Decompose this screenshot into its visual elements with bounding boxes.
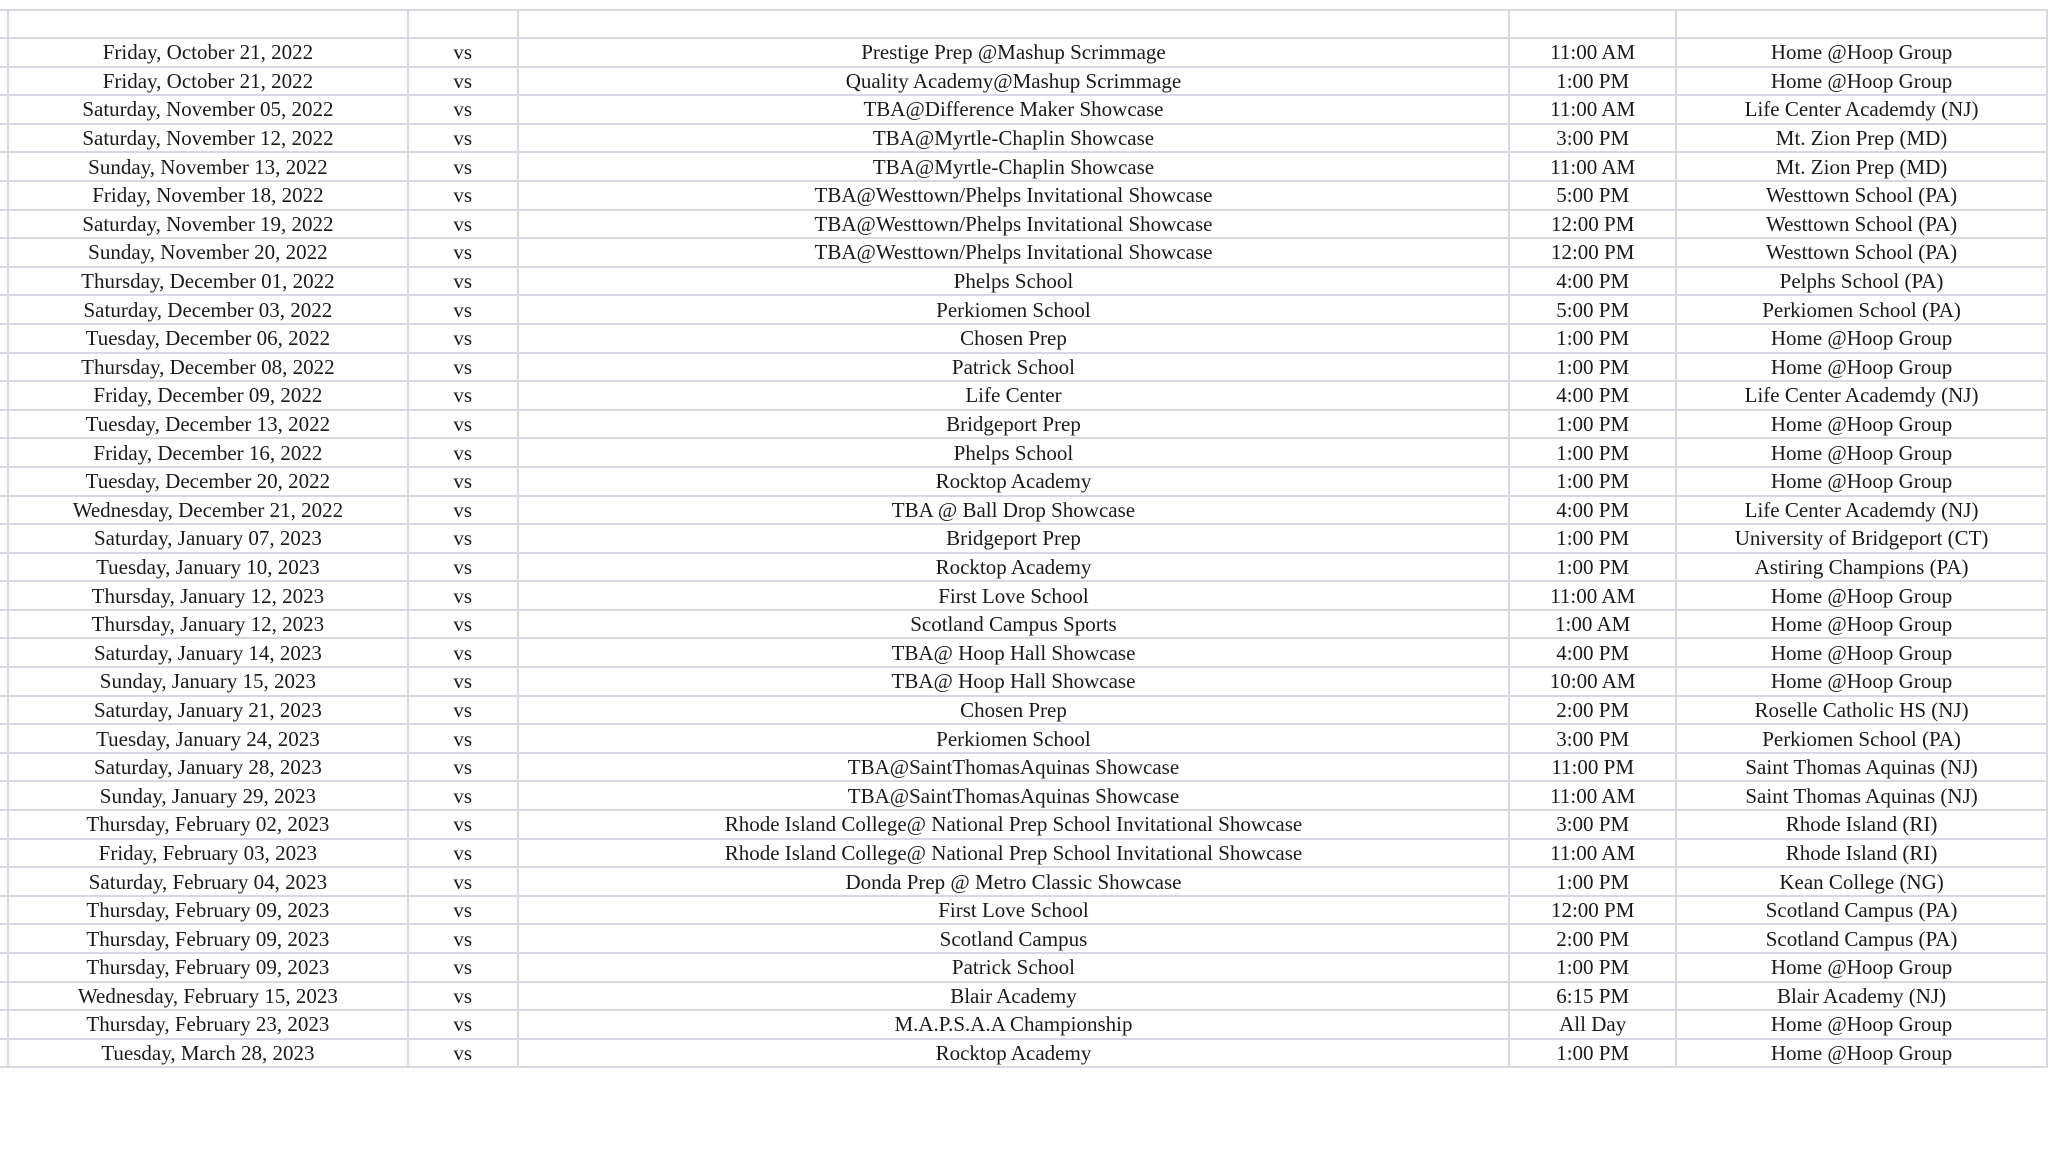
location-cell[interactable]: University of Bridgeport (CT) bbox=[1676, 524, 2047, 553]
time-cell[interactable]: 3:00 PM bbox=[1509, 810, 1676, 839]
location-cell[interactable]: Saint Thomas Aquinas (NJ) bbox=[1676, 753, 2047, 782]
date-cell[interactable]: Saturday, November 12, 2022 bbox=[8, 124, 408, 153]
location-cell[interactable]: Home @Hoop Group bbox=[1676, 1039, 2047, 1068]
table-row bbox=[0, 181, 2047, 210]
opponent-cell[interactable]: First Love School bbox=[518, 581, 1510, 610]
opponent-cell[interactable]: Donda Prep @ Metro Classic Showcase bbox=[518, 867, 1510, 896]
vs-cell[interactable]: vs bbox=[408, 667, 518, 696]
location-cell[interactable]: Rhode Island (RI) bbox=[1676, 810, 2047, 839]
location-cell[interactable]: Westtown School (PA) bbox=[1676, 238, 2047, 267]
time-cell[interactable]: 11:00 AM bbox=[1509, 38, 1676, 67]
table-row bbox=[0, 410, 2047, 439]
location-cell[interactable]: Home @Hoop Group bbox=[1676, 38, 2047, 67]
date-cell[interactable]: Sunday, January 29, 2023 bbox=[8, 781, 408, 810]
header-row bbox=[0, 10, 2047, 38]
opponent-cell[interactable]: Rocktop Academy bbox=[518, 467, 1510, 496]
time-cell[interactable]: 11:00 AM bbox=[1509, 95, 1676, 124]
time-cell[interactable]: 3:00 PM bbox=[1509, 724, 1676, 753]
table-row bbox=[0, 38, 2047, 67]
row-gutter-cell[interactable] bbox=[0, 181, 8, 210]
time-cell[interactable]: 5:00 PM bbox=[1509, 295, 1676, 324]
date-cell[interactable]: Saturday, January 14, 2023 bbox=[8, 638, 408, 667]
time-cell[interactable]: 11:00 AM bbox=[1509, 581, 1676, 610]
time-cell[interactable]: 1:00 PM bbox=[1509, 67, 1676, 96]
opponent-cell[interactable]: TBA@ Hoop Hall Showcase bbox=[518, 638, 1510, 667]
row-gutter-cell[interactable] bbox=[0, 67, 8, 96]
vs-cell[interactable]: vs bbox=[408, 210, 518, 239]
date-cell[interactable]: Saturday, November 19, 2022 bbox=[8, 210, 408, 239]
table-row bbox=[0, 867, 2047, 896]
time-cell[interactable]: 1:00 PM bbox=[1509, 353, 1676, 382]
time-cell[interactable]: 1:00 PM bbox=[1509, 867, 1676, 896]
location-cell[interactable]: Home @Hoop Group bbox=[1676, 667, 2047, 696]
table-row bbox=[0, 467, 2047, 496]
opponent-cell[interactable]: Rhode Island College@ National Prep School Invitational Showcase bbox=[518, 839, 1510, 868]
date-cell[interactable]: Tuesday, December 13, 2022 bbox=[8, 410, 408, 439]
opponent-cell[interactable]: Patrick School bbox=[518, 953, 1510, 982]
vs-cell[interactable]: vs bbox=[408, 152, 518, 181]
time-cell[interactable]: 3:00 PM bbox=[1509, 124, 1676, 153]
vs-cell[interactable]: vs bbox=[408, 438, 518, 467]
date-cell[interactable]: Sunday, November 13, 2022 bbox=[8, 152, 408, 181]
vs-cell[interactable]: vs bbox=[408, 896, 518, 925]
time-cell[interactable]: 11:00 AM bbox=[1509, 839, 1676, 868]
table-row bbox=[0, 381, 2047, 410]
table-row bbox=[0, 1039, 2047, 1068]
row-gutter-cell[interactable] bbox=[0, 1039, 8, 1068]
row-gutter-cell[interactable] bbox=[0, 524, 8, 553]
time-cell[interactable]: 1:00 AM bbox=[1509, 610, 1676, 639]
header-cell-date[interactable] bbox=[8, 10, 408, 38]
vs-cell[interactable]: vs bbox=[408, 1010, 518, 1039]
row-gutter-cell[interactable] bbox=[0, 553, 8, 582]
row-gutter-cell[interactable] bbox=[0, 467, 8, 496]
date-cell[interactable]: Saturday, February 04, 2023 bbox=[8, 867, 408, 896]
row-gutter-cell[interactable] bbox=[0, 152, 8, 181]
location-cell[interactable]: Saint Thomas Aquinas (NJ) bbox=[1676, 781, 2047, 810]
row-gutter-cell[interactable] bbox=[0, 267, 8, 296]
opponent-cell[interactable]: TBA@Myrtle-Chaplin Showcase bbox=[518, 152, 1510, 181]
table-row bbox=[0, 581, 2047, 610]
table-row bbox=[0, 152, 2047, 181]
table-row bbox=[0, 524, 2047, 553]
vs-cell[interactable]: vs bbox=[408, 467, 518, 496]
time-cell[interactable]: 11:00 AM bbox=[1509, 781, 1676, 810]
vs-cell[interactable]: vs bbox=[408, 238, 518, 267]
location-cell[interactable]: Kean College (NG) bbox=[1676, 867, 2047, 896]
location-cell[interactable]: Life Center Academdy (NJ) bbox=[1676, 381, 2047, 410]
opponent-cell[interactable]: TBA@SaintThomasAquinas Showcase bbox=[518, 781, 1510, 810]
row-gutter-cell[interactable] bbox=[0, 896, 8, 925]
vs-cell[interactable]: vs bbox=[408, 867, 518, 896]
table-row bbox=[0, 724, 2047, 753]
opponent-cell[interactable]: First Love School bbox=[518, 896, 1510, 925]
location-cell[interactable]: Home @Hoop Group bbox=[1676, 467, 2047, 496]
vs-cell[interactable]: vs bbox=[408, 524, 518, 553]
opponent-cell[interactable]: Perkiomen School bbox=[518, 724, 1510, 753]
location-cell[interactable]: Home @Hoop Group bbox=[1676, 581, 2047, 610]
opponent-cell[interactable]: Rocktop Academy bbox=[518, 553, 1510, 582]
table-row bbox=[0, 753, 2047, 782]
date-cell[interactable]: Thursday, February 09, 2023 bbox=[8, 953, 408, 982]
location-cell[interactable]: Home @Hoop Group bbox=[1676, 410, 2047, 439]
vs-cell[interactable]: vs bbox=[408, 95, 518, 124]
date-cell[interactable]: Sunday, November 20, 2022 bbox=[8, 238, 408, 267]
vs-cell[interactable]: vs bbox=[408, 781, 518, 810]
table-row bbox=[0, 781, 2047, 810]
header-cell-location[interactable] bbox=[1676, 10, 2047, 38]
time-cell[interactable]: 12:00 PM bbox=[1509, 210, 1676, 239]
time-cell[interactable]: 2:00 PM bbox=[1509, 924, 1676, 953]
time-cell[interactable]: 1:00 PM bbox=[1509, 467, 1676, 496]
location-cell[interactable]: Home @Hoop Group bbox=[1676, 1010, 2047, 1039]
opponent-cell[interactable]: Bridgeport Prep bbox=[518, 524, 1510, 553]
row-gutter-cell[interactable] bbox=[0, 210, 8, 239]
opponent-cell[interactable]: Prestige Prep @Mashup Scrimmage bbox=[518, 38, 1510, 67]
table-row bbox=[0, 839, 2047, 868]
table-row bbox=[0, 953, 2047, 982]
table-row bbox=[0, 810, 2047, 839]
date-cell[interactable]: Tuesday, January 24, 2023 bbox=[8, 724, 408, 753]
vs-cell[interactable]: vs bbox=[408, 324, 518, 353]
row-gutter-cell[interactable] bbox=[0, 753, 8, 782]
vs-cell[interactable]: vs bbox=[408, 924, 518, 953]
table-row bbox=[0, 496, 2047, 525]
location-cell[interactable]: Roselle Catholic HS (NJ) bbox=[1676, 696, 2047, 725]
table-row bbox=[0, 896, 2047, 925]
location-cell[interactable]: Life Center Academdy (NJ) bbox=[1676, 496, 2047, 525]
opponent-cell[interactable]: TBA@Westtown/Phelps Invitational Showcase bbox=[518, 238, 1510, 267]
opponent-cell[interactable]: M.A.P.S.A.A Championship bbox=[518, 1010, 1510, 1039]
time-cell[interactable]: 11:00 PM bbox=[1509, 753, 1676, 782]
date-cell[interactable]: Tuesday, March 28, 2023 bbox=[8, 1039, 408, 1068]
date-cell[interactable]: Thursday, February 23, 2023 bbox=[8, 1010, 408, 1039]
time-cell[interactable]: 1:00 PM bbox=[1509, 553, 1676, 582]
opponent-cell[interactable]: Scotland Campus bbox=[518, 924, 1510, 953]
time-cell[interactable]: 4:00 PM bbox=[1509, 381, 1676, 410]
time-cell[interactable]: 12:00 PM bbox=[1509, 896, 1676, 925]
row-gutter-cell[interactable] bbox=[0, 953, 8, 982]
date-cell[interactable]: Saturday, January 21, 2023 bbox=[8, 696, 408, 725]
time-cell[interactable]: 1:00 PM bbox=[1509, 524, 1676, 553]
date-cell[interactable]: Friday, December 16, 2022 bbox=[8, 438, 408, 467]
vs-cell[interactable]: vs bbox=[408, 295, 518, 324]
time-cell[interactable]: 6:15 PM bbox=[1509, 982, 1676, 1011]
location-cell[interactable]: Rhode Island (RI) bbox=[1676, 839, 2047, 868]
opponent-cell[interactable]: Perkiomen School bbox=[518, 295, 1510, 324]
time-cell[interactable]: 1:00 PM bbox=[1509, 1039, 1676, 1068]
opponent-cell[interactable]: Rocktop Academy bbox=[518, 1039, 1510, 1068]
table-row bbox=[0, 210, 2047, 239]
table-row bbox=[0, 924, 2047, 953]
vs-cell[interactable]: vs bbox=[408, 610, 518, 639]
time-cell[interactable]: 1:00 PM bbox=[1509, 438, 1676, 467]
opponent-cell[interactable]: Chosen Prep bbox=[518, 324, 1510, 353]
location-cell[interactable]: Perkiomen School (PA) bbox=[1676, 724, 2047, 753]
table-row bbox=[0, 610, 2047, 639]
row-gutter-cell[interactable] bbox=[0, 95, 8, 124]
location-cell[interactable]: Home @Hoop Group bbox=[1676, 353, 2047, 382]
header-cell-opponent[interactable] bbox=[518, 10, 1510, 38]
vs-cell[interactable]: vs bbox=[408, 553, 518, 582]
vs-cell[interactable]: vs bbox=[408, 953, 518, 982]
table-row bbox=[0, 553, 2047, 582]
opponent-cell[interactable]: Quality Academy@Mashup Scrimmage bbox=[518, 67, 1510, 96]
row-gutter-cell[interactable] bbox=[0, 324, 8, 353]
date-cell[interactable]: Friday, December 09, 2022 bbox=[8, 381, 408, 410]
vs-cell[interactable]: vs bbox=[408, 496, 518, 525]
date-cell[interactable]: Thursday, January 12, 2023 bbox=[8, 610, 408, 639]
row-gutter-cell[interactable] bbox=[0, 38, 8, 67]
location-cell[interactable]: Scotland Campus (PA) bbox=[1676, 896, 2047, 925]
row-gutter-cell[interactable] bbox=[0, 982, 8, 1011]
date-cell[interactable]: Tuesday, January 10, 2023 bbox=[8, 553, 408, 582]
date-cell[interactable]: Saturday, November 05, 2022 bbox=[8, 95, 408, 124]
row-gutter-cell[interactable] bbox=[0, 410, 8, 439]
schedule-body bbox=[0, 10, 2047, 1067]
header-cell-vs[interactable] bbox=[408, 10, 518, 38]
header-cell-time[interactable] bbox=[1509, 10, 1676, 38]
row-gutter-cell[interactable] bbox=[0, 781, 8, 810]
opponent-cell[interactable]: Blair Academy bbox=[518, 982, 1510, 1011]
vs-cell[interactable]: vs bbox=[408, 696, 518, 725]
date-cell[interactable]: Saturday, January 28, 2023 bbox=[8, 753, 408, 782]
vs-cell[interactable]: vs bbox=[408, 724, 518, 753]
location-cell[interactable]: Home @Hoop Group bbox=[1676, 953, 2047, 982]
row-gutter-cell[interactable] bbox=[0, 124, 8, 153]
location-cell[interactable]: Astiring Champions (PA) bbox=[1676, 553, 2047, 582]
date-cell[interactable]: Friday, November 18, 2022 bbox=[8, 181, 408, 210]
vs-cell[interactable]: vs bbox=[408, 753, 518, 782]
date-cell[interactable]: Tuesday, December 20, 2022 bbox=[8, 467, 408, 496]
date-cell[interactable]: Friday, October 21, 2022 bbox=[8, 67, 408, 96]
row-gutter-cell[interactable] bbox=[0, 924, 8, 953]
time-cell[interactable]: 10:00 AM bbox=[1509, 667, 1676, 696]
table-row bbox=[0, 438, 2047, 467]
table-row bbox=[0, 238, 2047, 267]
row-gutter-cell[interactable] bbox=[0, 724, 8, 753]
row-gutter-cell[interactable] bbox=[0, 581, 8, 610]
time-cell[interactable]: 4:00 PM bbox=[1509, 496, 1676, 525]
row-gutter-cell[interactable] bbox=[0, 667, 8, 696]
date-cell[interactable]: Saturday, January 07, 2023 bbox=[8, 524, 408, 553]
date-cell[interactable]: Thursday, January 12, 2023 bbox=[8, 581, 408, 610]
table-row bbox=[0, 295, 2047, 324]
opponent-cell[interactable]: Phelps School bbox=[518, 267, 1510, 296]
date-cell[interactable]: Friday, October 21, 2022 bbox=[8, 38, 408, 67]
location-cell[interactable]: Pelphs School (PA) bbox=[1676, 267, 2047, 296]
vs-cell[interactable]: vs bbox=[408, 982, 518, 1011]
row-gutter-cell[interactable] bbox=[0, 238, 8, 267]
opponent-cell[interactable]: TBA@Westtown/Phelps Invitational Showcase bbox=[518, 210, 1510, 239]
location-cell[interactable]: Life Center Academdy (NJ) bbox=[1676, 95, 2047, 124]
location-cell[interactable]: Home @Hoop Group bbox=[1676, 324, 2047, 353]
table-row bbox=[0, 638, 2047, 667]
vs-cell[interactable]: vs bbox=[408, 381, 518, 410]
row-gutter-cell[interactable] bbox=[0, 867, 8, 896]
location-cell[interactable]: Home @Hoop Group bbox=[1676, 638, 2047, 667]
row-gutter-cell[interactable] bbox=[0, 810, 8, 839]
date-cell[interactable]: Wednesday, February 15, 2023 bbox=[8, 982, 408, 1011]
time-cell[interactable]: 12:00 PM bbox=[1509, 238, 1676, 267]
time-cell[interactable]: 11:00 AM bbox=[1509, 152, 1676, 181]
date-cell[interactable]: Friday, February 03, 2023 bbox=[8, 839, 408, 868]
row-gutter-cell[interactable] bbox=[0, 381, 8, 410]
row-gutter-cell[interactable] bbox=[0, 1010, 8, 1039]
opponent-cell[interactable]: Chosen Prep bbox=[518, 696, 1510, 725]
opponent-cell[interactable]: Rhode Island College@ National Prep School Invitational Showcase bbox=[518, 810, 1510, 839]
row-gutter-cell[interactable] bbox=[0, 610, 8, 639]
opponent-cell[interactable]: TBA@ Hoop Hall Showcase bbox=[518, 667, 1510, 696]
time-cell[interactable]: 4:00 PM bbox=[1509, 638, 1676, 667]
location-cell[interactable]: Westtown School (PA) bbox=[1676, 181, 2047, 210]
table-row bbox=[0, 353, 2047, 382]
opponent-cell[interactable]: Phelps School bbox=[518, 438, 1510, 467]
date-cell[interactable]: Thursday, December 08, 2022 bbox=[8, 353, 408, 382]
schedule-table bbox=[0, 9, 2048, 1068]
opponent-cell[interactable]: TBA@Myrtle-Chaplin Showcase bbox=[518, 124, 1510, 153]
row-gutter-cell[interactable] bbox=[0, 696, 8, 725]
location-cell[interactable]: Mt. Zion Prep (MD) bbox=[1676, 124, 2047, 153]
date-cell[interactable]: Thursday, February 02, 2023 bbox=[8, 810, 408, 839]
table-row bbox=[0, 267, 2047, 296]
vs-cell[interactable]: vs bbox=[408, 38, 518, 67]
opponent-cell[interactable]: TBA@Difference Maker Showcase bbox=[518, 95, 1510, 124]
location-cell[interactable]: Home @Hoop Group bbox=[1676, 67, 2047, 96]
table-row bbox=[0, 95, 2047, 124]
opponent-cell[interactable]: Bridgeport Prep bbox=[518, 410, 1510, 439]
vs-cell[interactable]: vs bbox=[408, 67, 518, 96]
location-cell[interactable]: Scotland Campus (PA) bbox=[1676, 924, 2047, 953]
opponent-cell[interactable]: Life Center bbox=[518, 381, 1510, 410]
vs-cell[interactable]: vs bbox=[408, 1039, 518, 1068]
row-gutter-cell[interactable] bbox=[0, 839, 8, 868]
table-row bbox=[0, 982, 2047, 1011]
date-cell[interactable]: Thursday, February 09, 2023 bbox=[8, 896, 408, 925]
time-cell[interactable]: 2:00 PM bbox=[1509, 696, 1676, 725]
table-row bbox=[0, 324, 2047, 353]
table-row bbox=[0, 67, 2047, 96]
vs-cell[interactable]: vs bbox=[408, 353, 518, 382]
row-gutter-cell[interactable] bbox=[0, 10, 8, 38]
time-cell[interactable]: 1:00 PM bbox=[1509, 324, 1676, 353]
date-cell[interactable]: Sunday, January 15, 2023 bbox=[8, 667, 408, 696]
vs-cell[interactable]: vs bbox=[408, 810, 518, 839]
opponent-cell[interactable]: TBA@Westtown/Phelps Invitational Showcase bbox=[518, 181, 1510, 210]
vs-cell[interactable]: vs bbox=[408, 638, 518, 667]
opponent-cell[interactable]: TBA@SaintThomasAquinas Showcase bbox=[518, 753, 1510, 782]
location-cell[interactable]: Blair Academy (NJ) bbox=[1676, 982, 2047, 1011]
row-gutter-cell[interactable] bbox=[0, 496, 8, 525]
vs-cell[interactable]: vs bbox=[408, 124, 518, 153]
date-cell[interactable]: Wednesday, December 21, 2022 bbox=[8, 496, 408, 525]
time-cell[interactable]: 4:00 PM bbox=[1509, 267, 1676, 296]
opponent-cell[interactable]: Scotland Campus Sports bbox=[518, 610, 1510, 639]
row-gutter-cell[interactable] bbox=[0, 295, 8, 324]
vs-cell[interactable]: vs bbox=[408, 410, 518, 439]
vs-cell[interactable]: vs bbox=[408, 839, 518, 868]
row-gutter-cell[interactable] bbox=[0, 353, 8, 382]
table-row bbox=[0, 1010, 2047, 1039]
time-cell[interactable]: 1:00 PM bbox=[1509, 410, 1676, 439]
time-cell[interactable]: All Day bbox=[1509, 1010, 1676, 1039]
date-cell[interactable]: Thursday, December 01, 2022 bbox=[8, 267, 408, 296]
vs-cell[interactable]: vs bbox=[408, 267, 518, 296]
row-gutter-cell[interactable] bbox=[0, 638, 8, 667]
row-gutter-cell[interactable] bbox=[0, 438, 8, 467]
time-cell[interactable]: 5:00 PM bbox=[1509, 181, 1676, 210]
date-cell[interactable]: Tuesday, December 06, 2022 bbox=[8, 324, 408, 353]
location-cell[interactable]: Home @Hoop Group bbox=[1676, 610, 2047, 639]
location-cell[interactable]: Westtown School (PA) bbox=[1676, 210, 2047, 239]
vs-cell[interactable]: vs bbox=[408, 181, 518, 210]
table-row bbox=[0, 696, 2047, 725]
opponent-cell[interactable]: Patrick School bbox=[518, 353, 1510, 382]
date-cell[interactable]: Thursday, February 09, 2023 bbox=[8, 924, 408, 953]
location-cell[interactable]: Perkiomen School (PA) bbox=[1676, 295, 2047, 324]
location-cell[interactable]: Home @Hoop Group bbox=[1676, 438, 2047, 467]
vs-cell[interactable]: vs bbox=[408, 581, 518, 610]
time-cell[interactable]: 1:00 PM bbox=[1509, 953, 1676, 982]
date-cell[interactable]: Saturday, December 03, 2022 bbox=[8, 295, 408, 324]
table-row bbox=[0, 124, 2047, 153]
location-cell[interactable]: Mt. Zion Prep (MD) bbox=[1676, 152, 2047, 181]
opponent-cell[interactable]: TBA @ Ball Drop Showcase bbox=[518, 496, 1510, 525]
table-row bbox=[0, 667, 2047, 696]
